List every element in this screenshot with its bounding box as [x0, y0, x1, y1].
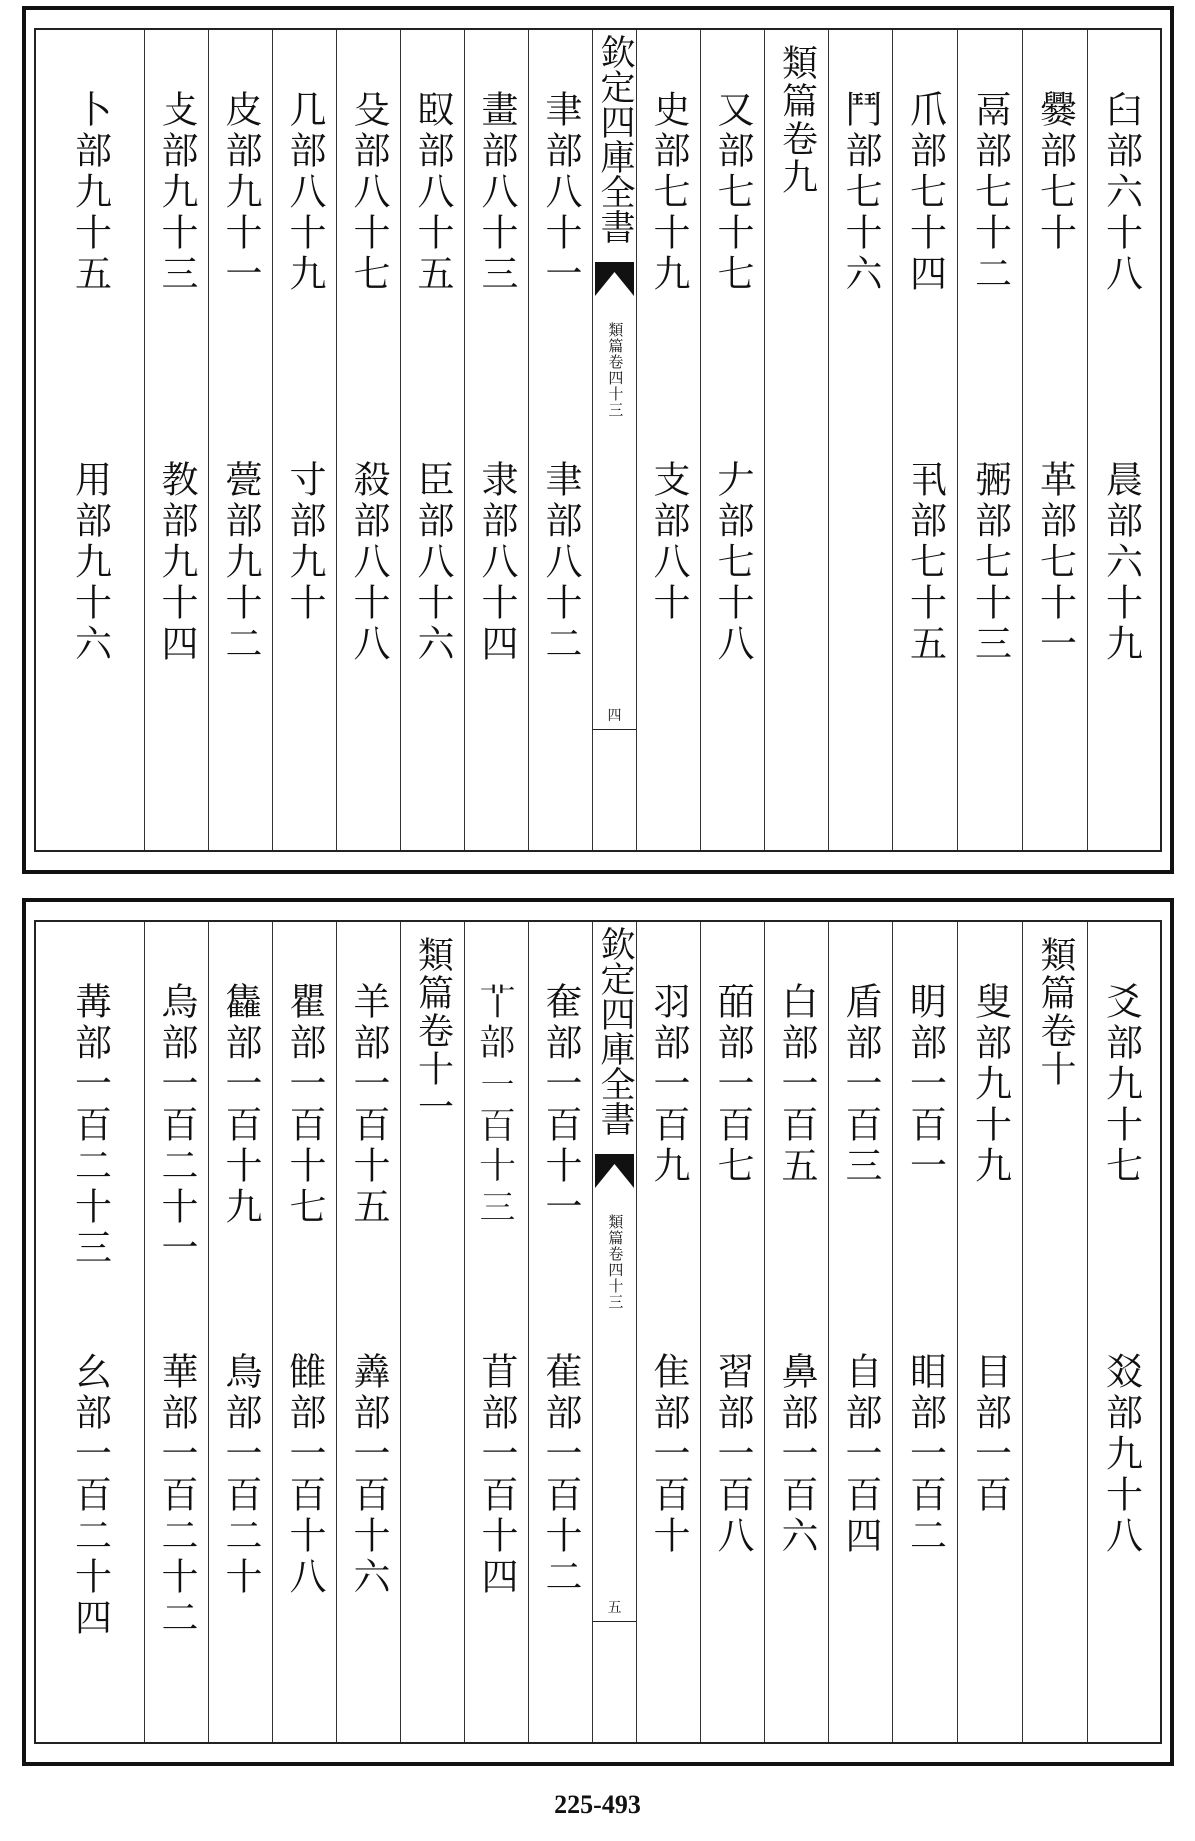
- radical-entry: 烏部一百二十一: [155, 982, 198, 1269]
- radical-entry: 卜部九十五: [68, 90, 112, 295]
- radical-entry: 鼻部一百六: [775, 1352, 818, 1557]
- radical-entry: 晨部六十九: [1099, 460, 1143, 665]
- radical-entry: 隶部八十四: [475, 460, 518, 665]
- text-column: [144, 30, 208, 850]
- center-fold-column: [592, 30, 636, 850]
- text-column: [700, 30, 764, 850]
- radical-entry: 䀠部一百二: [903, 1352, 947, 1557]
- radical-entry: 習部一百八: [711, 1352, 754, 1557]
- text-column: [1022, 922, 1087, 1742]
- top-page-frame: [34, 28, 1162, 852]
- fishtail-mark-icon: [595, 262, 634, 296]
- radical-entry: 攴部九十三: [155, 90, 198, 295]
- text-column: [144, 922, 208, 1742]
- bottom-page: [22, 898, 1174, 1766]
- radical-entry: 皕部一百七: [711, 982, 754, 1187]
- radical-entry: 用部九十六: [68, 460, 112, 665]
- radical-entry: 史部七十九: [647, 90, 690, 295]
- text-column: [636, 922, 700, 1742]
- radical-entry: 苜部一百十四: [475, 1352, 518, 1598]
- juan-title: 類篇卷十: [1035, 936, 1076, 1088]
- radical-entry: 𦫳部一百十三: [475, 982, 518, 1228]
- text-column: [1022, 30, 1087, 850]
- radical-entry: 弻部七十三: [968, 460, 1012, 665]
- radical-entry: 又部七十七: [711, 90, 754, 295]
- text-column: [272, 922, 336, 1742]
- fishtail-mark-icon: [595, 1154, 634, 1188]
- radical-entry: 瞿部一百十七: [283, 982, 326, 1228]
- radical-entry: 臼部六十八: [1099, 90, 1143, 295]
- text-column: [764, 30, 828, 850]
- radical-entry: 目部一百: [968, 1352, 1012, 1516]
- juan-title: 類篇卷十一: [412, 936, 454, 1126]
- text-column: [957, 922, 1022, 1742]
- radical-entry: 畫部八十三: [475, 90, 518, 295]
- radical-entry: 盾部一百三: [839, 982, 882, 1187]
- radical-entry: 几部八十九: [283, 90, 326, 295]
- radical-entry: 革部七十一: [1033, 460, 1077, 665]
- top-page: [22, 6, 1174, 874]
- text-column: [208, 30, 272, 850]
- radical-entry: 寸部九十: [283, 460, 326, 624]
- side-label: 類篇卷四十三: [606, 322, 625, 418]
- text-column: [400, 922, 464, 1742]
- radical-entry: 眀部一百一: [903, 982, 947, 1187]
- text-column: [336, 30, 400, 850]
- collection-title: 欽定四庫全書: [595, 34, 635, 244]
- radical-entry: 㸚部九十八: [1099, 1352, 1143, 1557]
- radical-entry: 殺部八十八: [347, 460, 390, 665]
- radical-entry: 臤部八十五: [411, 90, 454, 295]
- radical-entry: 冓部一百二十三: [68, 982, 112, 1269]
- text-column: [528, 30, 592, 850]
- leaf-number: 五: [593, 1597, 636, 1622]
- radical-entry: 幺部一百二十四: [68, 1352, 112, 1639]
- radical-entry: 聿部八十二: [539, 460, 582, 665]
- text-column: [636, 30, 700, 850]
- text-column: [828, 30, 892, 850]
- radical-entry: 白部一百五: [775, 982, 818, 1187]
- radical-entry: 羽部一百九: [647, 982, 690, 1187]
- page-code: 225-493: [554, 1790, 641, 1819]
- text-column: [957, 30, 1022, 850]
- side-label: 類篇卷四十三: [606, 1214, 625, 1310]
- radical-entry: 爻部九十七: [1099, 982, 1143, 1187]
- radical-entry: 自部一百四: [839, 1352, 882, 1557]
- radical-entry: 鳥部一百二十: [219, 1352, 262, 1598]
- radical-entry: 鬥部七十六: [839, 90, 882, 295]
- juan-title: 類篇卷九: [776, 44, 818, 196]
- collection-title: 欽定四庫全書: [595, 926, 635, 1136]
- leaf-number: 四: [593, 705, 636, 730]
- radical-entry: 臣部八十六: [411, 460, 454, 665]
- text-column: [1087, 922, 1154, 1742]
- radical-entry: 雥部一百十九: [219, 982, 262, 1228]
- radical-entry: 甍部九十二: [219, 460, 262, 665]
- bottom-page-frame: [34, 920, 1162, 1744]
- radical-entry: 支部八十: [647, 460, 690, 624]
- radical-entry: 殳部八十七: [347, 90, 390, 295]
- text-column: [828, 922, 892, 1742]
- radical-entry: 丮部七十五: [903, 460, 947, 665]
- radical-entry: 羴部一百十六: [347, 1352, 390, 1598]
- radical-entry: 皮部九十一: [219, 90, 262, 295]
- radical-entry: 叟部九十九: [968, 982, 1012, 1187]
- radical-entry: 爨部七十: [1033, 90, 1077, 254]
- radical-entry: 華部一百二十二: [155, 1352, 198, 1639]
- radical-entry: 𠂇部七十八: [711, 460, 754, 665]
- text-column: [892, 30, 957, 850]
- center-fold-column: [592, 922, 636, 1742]
- text-column: [336, 922, 400, 1742]
- text-column: [892, 922, 957, 1742]
- text-column: [764, 922, 828, 1742]
- text-column: [36, 30, 144, 850]
- radical-entry: 教部九十四: [155, 460, 198, 665]
- text-column: [464, 30, 528, 850]
- text-column: [1087, 30, 1154, 850]
- radical-entry: 羊部一百十五: [347, 982, 390, 1228]
- radical-entry: 奞部一百十一: [539, 982, 582, 1228]
- radical-entry: 聿部八十一: [539, 90, 582, 295]
- radical-entry: 雔部一百十八: [283, 1352, 326, 1598]
- text-column: [272, 30, 336, 850]
- radical-entry: 萑部一百十二: [539, 1352, 582, 1598]
- radical-entry: 鬲部七十二: [968, 90, 1012, 295]
- text-column: [464, 922, 528, 1742]
- text-column: [208, 922, 272, 1742]
- text-column: [700, 922, 764, 1742]
- text-column: [528, 922, 592, 1742]
- radical-entry: 隹部一百十: [647, 1352, 690, 1557]
- text-column: [36, 922, 144, 1742]
- text-column: [400, 30, 464, 850]
- radical-entry: 爪部七十四: [903, 90, 947, 295]
